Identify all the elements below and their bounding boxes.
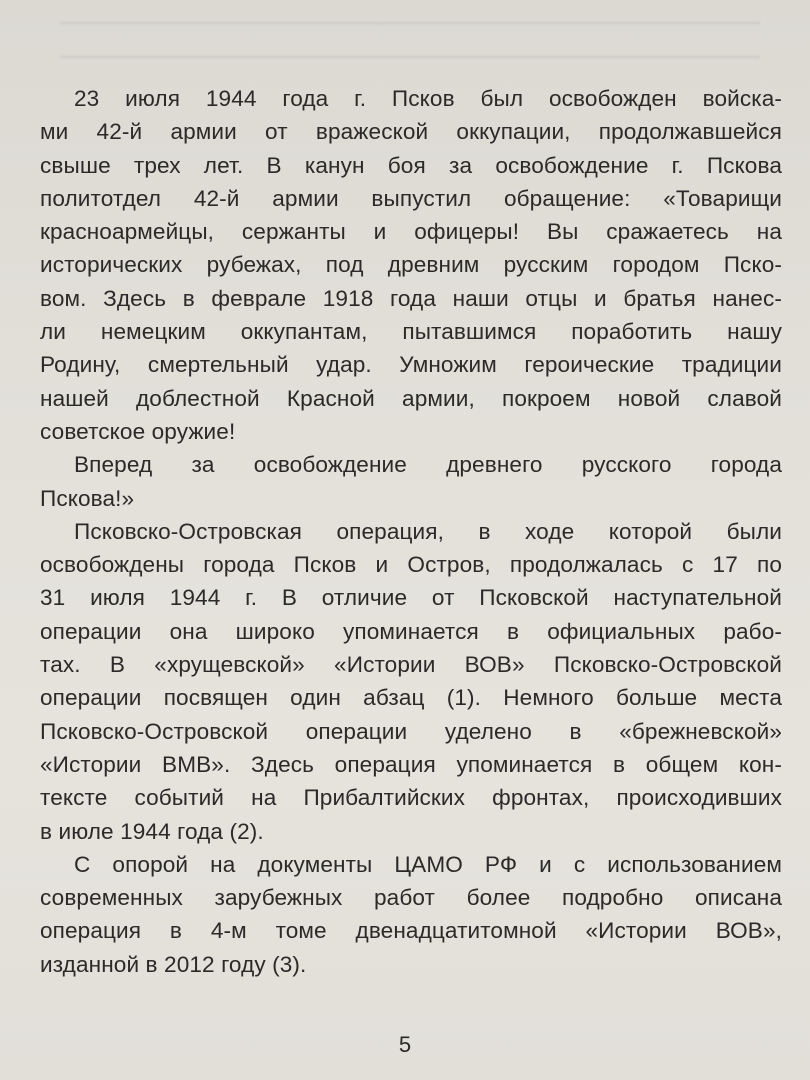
paragraph bbox=[40, 848, 782, 981]
text-line: красноармейцы, сержанты и офицеры! Вы сражаетесь на bbox=[40, 219, 782, 245]
page-number: 5 bbox=[398, 1032, 412, 1057]
text-line: операции посвящен один абзац (1). Немного больше места bbox=[40, 685, 782, 711]
text-line: Пскова!» bbox=[40, 485, 135, 511]
text-line: свыше трех лет. В канун боя за освобождение г. Пскова bbox=[40, 152, 782, 178]
paragraph bbox=[40, 515, 782, 848]
text-line: вом. Здесь в феврале 1918 года наши отцы и братья нанес- bbox=[40, 285, 782, 311]
text-line: тексте событий на Прибалтийских фронтах, происходивших bbox=[40, 785, 782, 811]
body-text bbox=[40, 82, 782, 981]
text-line: операции она широко упоминается в официальных рабо- bbox=[40, 618, 782, 644]
text-line: «Истории ВМВ». Здесь операция упоминается в общем кон- bbox=[40, 751, 782, 777]
text-line: 23 июля 1944 года г. Псков был освобожден войска- bbox=[74, 86, 782, 111]
text-line: изданной в 2012 году (3). bbox=[40, 951, 307, 977]
text-line: нашей доблестной Красной армии, покроем новой славой bbox=[40, 385, 782, 411]
text-line: Родину, смертельный удар. Умножим героические традиции bbox=[40, 352, 782, 378]
text-line: С опорой на документы ЦАМО РФ и с использованием bbox=[74, 851, 782, 877]
text-line: исторических рубежах, под древним русским городом Пско- bbox=[40, 252, 782, 278]
text-line: Вперед за освобождение древнего русского города bbox=[74, 452, 782, 478]
text-line: тах. В «хрущевской» «Истории ВОВ» Псковско-Островской bbox=[40, 652, 782, 678]
paragraph bbox=[40, 82, 782, 448]
show-through-text bbox=[60, 0, 760, 90]
text-line: освобождены города Псков и Остров, продолжалась с 17 по bbox=[40, 552, 782, 578]
text-line: операция в 4-м томе двенадцатитомной «Истории ВОВ», bbox=[40, 918, 782, 944]
text-line: политотдел 42-й армии выпустил обращение: «Товарищи bbox=[40, 185, 782, 211]
text-line: Псковско-Островской операции уделено в «брежневской» bbox=[40, 718, 782, 744]
text-line: современных зарубежных работ более подробно описана bbox=[40, 885, 782, 911]
text-line: 31 июля 1944 г. В отличие от Псковской наступательной bbox=[40, 585, 782, 611]
text-line: ли немецким оккупантам, пытавшимся поработить нашу bbox=[40, 319, 782, 345]
text-line: советское оружие! bbox=[40, 418, 236, 444]
paragraph bbox=[40, 448, 782, 515]
text-line: в июле 1944 года (2). bbox=[40, 818, 264, 844]
text-line: ми 42-й армии от вражеской оккупации, продолжавшейся bbox=[40, 119, 782, 145]
text-line: Псковско-Островская операция, в ходе которой были bbox=[74, 518, 782, 544]
